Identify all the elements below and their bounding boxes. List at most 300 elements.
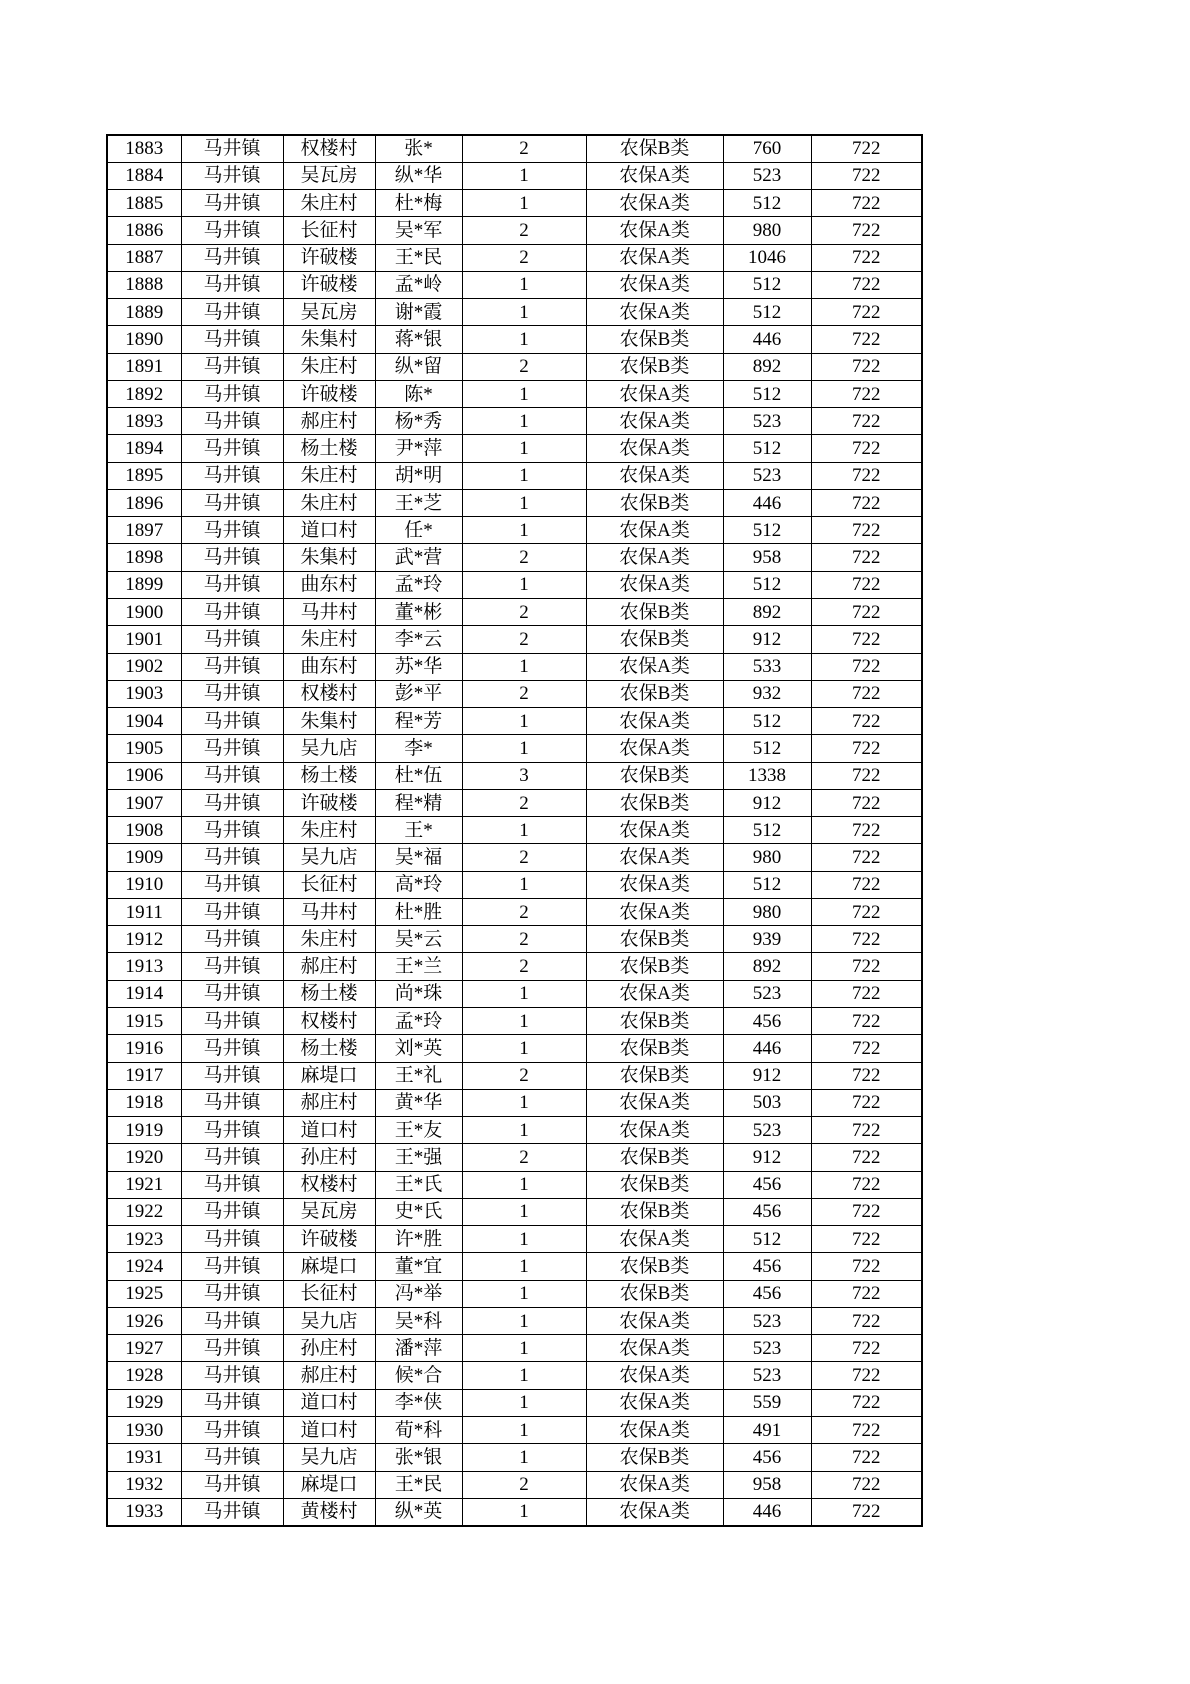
cell-town: 马井镇 (181, 489, 283, 516)
cell-village: 吴九店 (283, 1307, 375, 1334)
cell-category: 农保A类 (586, 1307, 723, 1334)
cell-count: 1 (462, 980, 586, 1007)
table-row (107, 1062, 922, 1089)
table-row (107, 517, 922, 544)
cell-count: 1 (462, 1198, 586, 1225)
cell-standard: 722 (811, 980, 922, 1007)
cell-standard: 722 (811, 1362, 922, 1389)
cell-town: 马井镇 (181, 1389, 283, 1416)
table-row (107, 1008, 922, 1035)
cell-seq: 1931 (107, 1444, 181, 1471)
table-row (107, 653, 922, 680)
cell-standard: 722 (811, 599, 922, 626)
cell-seq: 1904 (107, 708, 181, 735)
cell-name: 王* (375, 817, 462, 844)
cell-count: 1 (462, 326, 586, 353)
cell-amount: 512 (723, 735, 811, 762)
cell-name: 纵*华 (375, 162, 462, 189)
cell-village: 孙庄村 (283, 1144, 375, 1171)
cell-standard: 722 (811, 544, 922, 571)
cell-category: 农保B类 (586, 1008, 723, 1035)
cell-seq: 1919 (107, 1117, 181, 1144)
cell-village: 郝庄村 (283, 408, 375, 435)
cell-seq: 1897 (107, 517, 181, 544)
table-row (107, 162, 922, 189)
cell-count: 2 (462, 135, 586, 162)
cell-category: 农保A类 (586, 871, 723, 898)
cell-town: 马井镇 (181, 735, 283, 762)
cell-amount: 559 (723, 1389, 811, 1416)
cell-count: 1 (462, 435, 586, 462)
cell-amount: 912 (723, 789, 811, 816)
cell-standard: 722 (811, 489, 922, 516)
table-row (107, 326, 922, 353)
cell-seq: 1896 (107, 489, 181, 516)
cell-amount: 446 (723, 1035, 811, 1062)
cell-village: 朱集村 (283, 326, 375, 353)
cell-category: 农保B类 (586, 489, 723, 516)
cell-count: 1 (462, 653, 586, 680)
cell-village: 朱庄村 (283, 462, 375, 489)
cell-name: 王*芝 (375, 489, 462, 516)
cell-standard: 722 (811, 789, 922, 816)
cell-village: 道口村 (283, 1389, 375, 1416)
cell-amount: 446 (723, 326, 811, 353)
cell-standard: 722 (811, 190, 922, 217)
cell-count: 2 (462, 544, 586, 571)
cell-count: 2 (462, 353, 586, 380)
cell-name: 王*民 (375, 244, 462, 271)
table-row (107, 353, 922, 380)
cell-name: 候*合 (375, 1362, 462, 1389)
cell-count: 1 (462, 1226, 586, 1253)
table-row (107, 299, 922, 326)
cell-name: 冯*举 (375, 1280, 462, 1307)
cell-standard: 722 (811, 135, 922, 162)
cell-village: 许破楼 (283, 380, 375, 407)
cell-amount: 912 (723, 626, 811, 653)
cell-count: 1 (462, 1498, 586, 1525)
cell-count: 1 (462, 1008, 586, 1035)
cell-seq: 1887 (107, 244, 181, 271)
cell-village: 朱庄村 (283, 626, 375, 653)
cell-seq: 1899 (107, 571, 181, 598)
table-row (107, 817, 922, 844)
cell-seq: 1922 (107, 1198, 181, 1225)
cell-town: 马井镇 (181, 1498, 283, 1525)
cell-town: 马井镇 (181, 462, 283, 489)
cell-category: 农保A类 (586, 162, 723, 189)
cell-village: 吴瓦房 (283, 1198, 375, 1225)
cell-town: 马井镇 (181, 1008, 283, 1035)
cell-amount: 512 (723, 708, 811, 735)
cell-town: 马井镇 (181, 980, 283, 1007)
cell-standard: 722 (811, 1226, 922, 1253)
cell-amount: 512 (723, 1226, 811, 1253)
cell-category: 农保B类 (586, 1062, 723, 1089)
cell-amount: 491 (723, 1416, 811, 1443)
cell-standard: 722 (811, 926, 922, 953)
cell-category: 农保A类 (586, 544, 723, 571)
cell-seq: 1898 (107, 544, 181, 571)
cell-amount: 456 (723, 1280, 811, 1307)
cell-seq: 1903 (107, 680, 181, 707)
table-row (107, 190, 922, 217)
table-row (107, 1198, 922, 1225)
cell-amount: 512 (723, 871, 811, 898)
table-row (107, 1280, 922, 1307)
cell-town: 马井镇 (181, 1144, 283, 1171)
cell-seq: 1932 (107, 1471, 181, 1498)
cell-amount: 446 (723, 1498, 811, 1525)
cell-seq: 1890 (107, 326, 181, 353)
cell-name: 许*胜 (375, 1226, 462, 1253)
cell-count: 1 (462, 489, 586, 516)
cell-category: 农保A类 (586, 380, 723, 407)
cell-standard: 722 (811, 326, 922, 353)
cell-seq: 1906 (107, 762, 181, 789)
cell-name: 杜*梅 (375, 190, 462, 217)
cell-town: 马井镇 (181, 953, 283, 980)
cell-category: 农保B类 (586, 762, 723, 789)
cell-category: 农保B类 (586, 680, 723, 707)
cell-town: 马井镇 (181, 844, 283, 871)
cell-category: 农保A类 (586, 1389, 723, 1416)
cell-name: 李* (375, 735, 462, 762)
cell-amount: 939 (723, 926, 811, 953)
table-row (107, 844, 922, 871)
cell-village: 郝庄村 (283, 953, 375, 980)
cell-name: 王*民 (375, 1471, 462, 1498)
cell-seq: 1891 (107, 353, 181, 380)
table-row (107, 1444, 922, 1471)
table-row (107, 871, 922, 898)
cell-standard: 722 (811, 435, 922, 462)
cell-standard: 722 (811, 844, 922, 871)
cell-category: 农保A类 (586, 1471, 723, 1498)
cell-amount: 456 (723, 1171, 811, 1198)
cell-count: 1 (462, 271, 586, 298)
cell-category: 农保A类 (586, 271, 723, 298)
cell-category: 农保A类 (586, 1089, 723, 1116)
cell-count: 1 (462, 708, 586, 735)
cell-standard: 722 (811, 1008, 922, 1035)
cell-name: 陈* (375, 380, 462, 407)
cell-town: 马井镇 (181, 898, 283, 925)
cell-count: 1 (462, 1389, 586, 1416)
cell-village: 许破楼 (283, 271, 375, 298)
cell-standard: 722 (811, 1498, 922, 1525)
cell-standard: 722 (811, 1144, 922, 1171)
cell-village: 吴九店 (283, 735, 375, 762)
cell-standard: 722 (811, 162, 922, 189)
cell-count: 1 (462, 1280, 586, 1307)
cell-amount: 523 (723, 462, 811, 489)
cell-name: 王*友 (375, 1117, 462, 1144)
cell-count: 1 (462, 517, 586, 544)
cell-standard: 722 (811, 299, 922, 326)
cell-town: 马井镇 (181, 626, 283, 653)
cell-amount: 912 (723, 1062, 811, 1089)
cell-amount: 958 (723, 1471, 811, 1498)
cell-standard: 722 (811, 1280, 922, 1307)
cell-village: 长征村 (283, 217, 375, 244)
table-row (107, 898, 922, 925)
cell-standard: 722 (811, 1471, 922, 1498)
cell-name: 杨*秀 (375, 408, 462, 435)
cell-name: 任* (375, 517, 462, 544)
cell-standard: 722 (811, 762, 922, 789)
table-row (107, 626, 922, 653)
cell-count: 1 (462, 462, 586, 489)
cell-standard: 722 (811, 244, 922, 271)
cell-category: 农保A类 (586, 844, 723, 871)
cell-count: 2 (462, 898, 586, 925)
cell-amount: 523 (723, 408, 811, 435)
cell-category: 农保B类 (586, 1144, 723, 1171)
cell-seq: 1933 (107, 1498, 181, 1525)
cell-name: 程*芳 (375, 708, 462, 735)
cell-standard: 722 (811, 1035, 922, 1062)
cell-standard: 722 (811, 626, 922, 653)
table-row (107, 462, 922, 489)
cell-amount: 512 (723, 571, 811, 598)
cell-village: 麻堤口 (283, 1253, 375, 1280)
cell-seq: 1885 (107, 190, 181, 217)
cell-standard: 722 (811, 408, 922, 435)
cell-category: 农保A类 (586, 244, 723, 271)
cell-standard: 722 (811, 1335, 922, 1362)
cell-town: 马井镇 (181, 1198, 283, 1225)
cell-category: 农保A类 (586, 1498, 723, 1525)
cell-name: 彭*平 (375, 680, 462, 707)
cell-village: 郝庄村 (283, 1089, 375, 1116)
cell-seq: 1889 (107, 299, 181, 326)
cell-seq: 1923 (107, 1226, 181, 1253)
table-row (107, 1335, 922, 1362)
cell-town: 马井镇 (181, 1226, 283, 1253)
cell-village: 孙庄村 (283, 1335, 375, 1362)
cell-standard: 722 (811, 571, 922, 598)
cell-name: 尹*萍 (375, 435, 462, 462)
cell-name: 董*宜 (375, 1253, 462, 1280)
cell-name: 张*银 (375, 1444, 462, 1471)
cell-count: 1 (462, 571, 586, 598)
cell-village: 马井村 (283, 898, 375, 925)
cell-village: 朱庄村 (283, 817, 375, 844)
cell-name: 吴*军 (375, 217, 462, 244)
cell-town: 马井镇 (181, 1362, 283, 1389)
cell-town: 马井镇 (181, 1171, 283, 1198)
cell-town: 马井镇 (181, 326, 283, 353)
cell-count: 2 (462, 1471, 586, 1498)
cell-village: 道口村 (283, 1117, 375, 1144)
cell-amount: 1338 (723, 762, 811, 789)
cell-name: 胡*明 (375, 462, 462, 489)
cell-category: 农保A类 (586, 1416, 723, 1443)
cell-name: 武*营 (375, 544, 462, 571)
cell-category: 农保B类 (586, 626, 723, 653)
cell-village: 麻堤口 (283, 1062, 375, 1089)
table-row (107, 1035, 922, 1062)
cell-village: 朱集村 (283, 544, 375, 571)
cell-category: 农保A类 (586, 462, 723, 489)
table-row (107, 544, 922, 571)
cell-count: 1 (462, 1035, 586, 1062)
cell-seq: 1902 (107, 653, 181, 680)
cell-village: 朱集村 (283, 708, 375, 735)
cell-name: 王*氏 (375, 1171, 462, 1198)
cell-name: 吴*云 (375, 926, 462, 953)
cell-town: 马井镇 (181, 599, 283, 626)
cell-village: 吴瓦房 (283, 299, 375, 326)
cell-town: 马井镇 (181, 1335, 283, 1362)
cell-name: 孟*玲 (375, 571, 462, 598)
cell-count: 2 (462, 789, 586, 816)
cell-amount: 512 (723, 299, 811, 326)
cell-amount: 523 (723, 1362, 811, 1389)
cell-amount: 456 (723, 1444, 811, 1471)
cell-category: 农保A类 (586, 708, 723, 735)
cell-seq: 1913 (107, 953, 181, 980)
cell-name: 王*礼 (375, 1062, 462, 1089)
cell-category: 农保A类 (586, 980, 723, 1007)
table-row (107, 1226, 922, 1253)
cell-seq: 1907 (107, 789, 181, 816)
cell-category: 农保A类 (586, 190, 723, 217)
cell-count: 1 (462, 1444, 586, 1471)
cell-village: 长征村 (283, 871, 375, 898)
cell-village: 杨土楼 (283, 1035, 375, 1062)
cell-standard: 722 (811, 517, 922, 544)
cell-village: 麻堤口 (283, 1471, 375, 1498)
cell-village: 吴九店 (283, 844, 375, 871)
cell-standard: 722 (811, 1416, 922, 1443)
cell-town: 马井镇 (181, 435, 283, 462)
cell-village: 朱庄村 (283, 926, 375, 953)
cell-standard: 722 (811, 217, 922, 244)
cell-seq: 1910 (107, 871, 181, 898)
cell-count: 1 (462, 299, 586, 326)
cell-amount: 512 (723, 435, 811, 462)
cell-name: 纵*英 (375, 1498, 462, 1525)
cell-village: 曲东村 (283, 653, 375, 680)
cell-count: 2 (462, 626, 586, 653)
cell-town: 马井镇 (181, 1253, 283, 1280)
cell-amount: 892 (723, 353, 811, 380)
cell-amount: 503 (723, 1089, 811, 1116)
cell-count: 1 (462, 1335, 586, 1362)
cell-category: 农保B类 (586, 1253, 723, 1280)
records-table-body (107, 135, 922, 1526)
cell-amount: 760 (723, 135, 811, 162)
cell-amount: 512 (723, 190, 811, 217)
cell-count: 2 (462, 926, 586, 953)
table-row (107, 926, 922, 953)
cell-name: 黄*华 (375, 1089, 462, 1116)
cell-standard: 722 (811, 953, 922, 980)
cell-count: 2 (462, 953, 586, 980)
cell-town: 马井镇 (181, 1062, 283, 1089)
cell-village: 许破楼 (283, 244, 375, 271)
cell-category: 农保A类 (586, 735, 723, 762)
cell-category: 农保B类 (586, 953, 723, 980)
cell-category: 农保B类 (586, 326, 723, 353)
cell-name: 张* (375, 135, 462, 162)
records-table (106, 134, 923, 1527)
cell-name: 纵*留 (375, 353, 462, 380)
cell-town: 马井镇 (181, 190, 283, 217)
cell-seq: 1883 (107, 135, 181, 162)
cell-name: 潘*萍 (375, 1335, 462, 1362)
cell-seq: 1916 (107, 1035, 181, 1062)
cell-seq: 1908 (107, 817, 181, 844)
cell-standard: 722 (811, 735, 922, 762)
cell-seq: 1895 (107, 462, 181, 489)
cell-standard: 722 (811, 1062, 922, 1089)
cell-name: 董*彬 (375, 599, 462, 626)
cell-category: 农保B类 (586, 353, 723, 380)
cell-town: 马井镇 (181, 1280, 283, 1307)
cell-seq: 1927 (107, 1335, 181, 1362)
cell-town: 马井镇 (181, 1444, 283, 1471)
cell-town: 马井镇 (181, 1117, 283, 1144)
cell-category: 农保A类 (586, 1226, 723, 1253)
table-row (107, 217, 922, 244)
cell-seq: 1901 (107, 626, 181, 653)
cell-village: 朱庄村 (283, 353, 375, 380)
cell-standard: 722 (811, 1444, 922, 1471)
table-row (107, 680, 922, 707)
table-row (107, 380, 922, 407)
cell-name: 高*玲 (375, 871, 462, 898)
table-row (107, 571, 922, 598)
cell-count: 1 (462, 190, 586, 217)
cell-standard: 722 (811, 353, 922, 380)
cell-category: 农保A类 (586, 898, 723, 925)
cell-amount: 892 (723, 599, 811, 626)
cell-category: 农保B类 (586, 1198, 723, 1225)
cell-town: 马井镇 (181, 1471, 283, 1498)
cell-standard: 722 (811, 1117, 922, 1144)
cell-seq: 1921 (107, 1171, 181, 1198)
cell-name: 王*兰 (375, 953, 462, 980)
cell-town: 马井镇 (181, 926, 283, 953)
cell-standard: 722 (811, 462, 922, 489)
table-row (107, 1253, 922, 1280)
cell-seq: 1911 (107, 898, 181, 925)
cell-count: 2 (462, 217, 586, 244)
cell-name: 王*强 (375, 1144, 462, 1171)
cell-amount: 523 (723, 980, 811, 1007)
cell-seq: 1928 (107, 1362, 181, 1389)
cell-category: 农保A类 (586, 653, 723, 680)
cell-category: 农保A类 (586, 817, 723, 844)
cell-category: 农保B类 (586, 789, 723, 816)
cell-count: 1 (462, 162, 586, 189)
cell-amount: 456 (723, 1253, 811, 1280)
table-row (107, 1362, 922, 1389)
cell-name: 尚*珠 (375, 980, 462, 1007)
table-row (107, 1171, 922, 1198)
cell-count: 1 (462, 1416, 586, 1443)
cell-town: 马井镇 (181, 299, 283, 326)
cell-amount: 523 (723, 1335, 811, 1362)
cell-name: 谢*霞 (375, 299, 462, 326)
table-row (107, 435, 922, 462)
cell-name: 程*精 (375, 789, 462, 816)
cell-village: 杨土楼 (283, 980, 375, 1007)
